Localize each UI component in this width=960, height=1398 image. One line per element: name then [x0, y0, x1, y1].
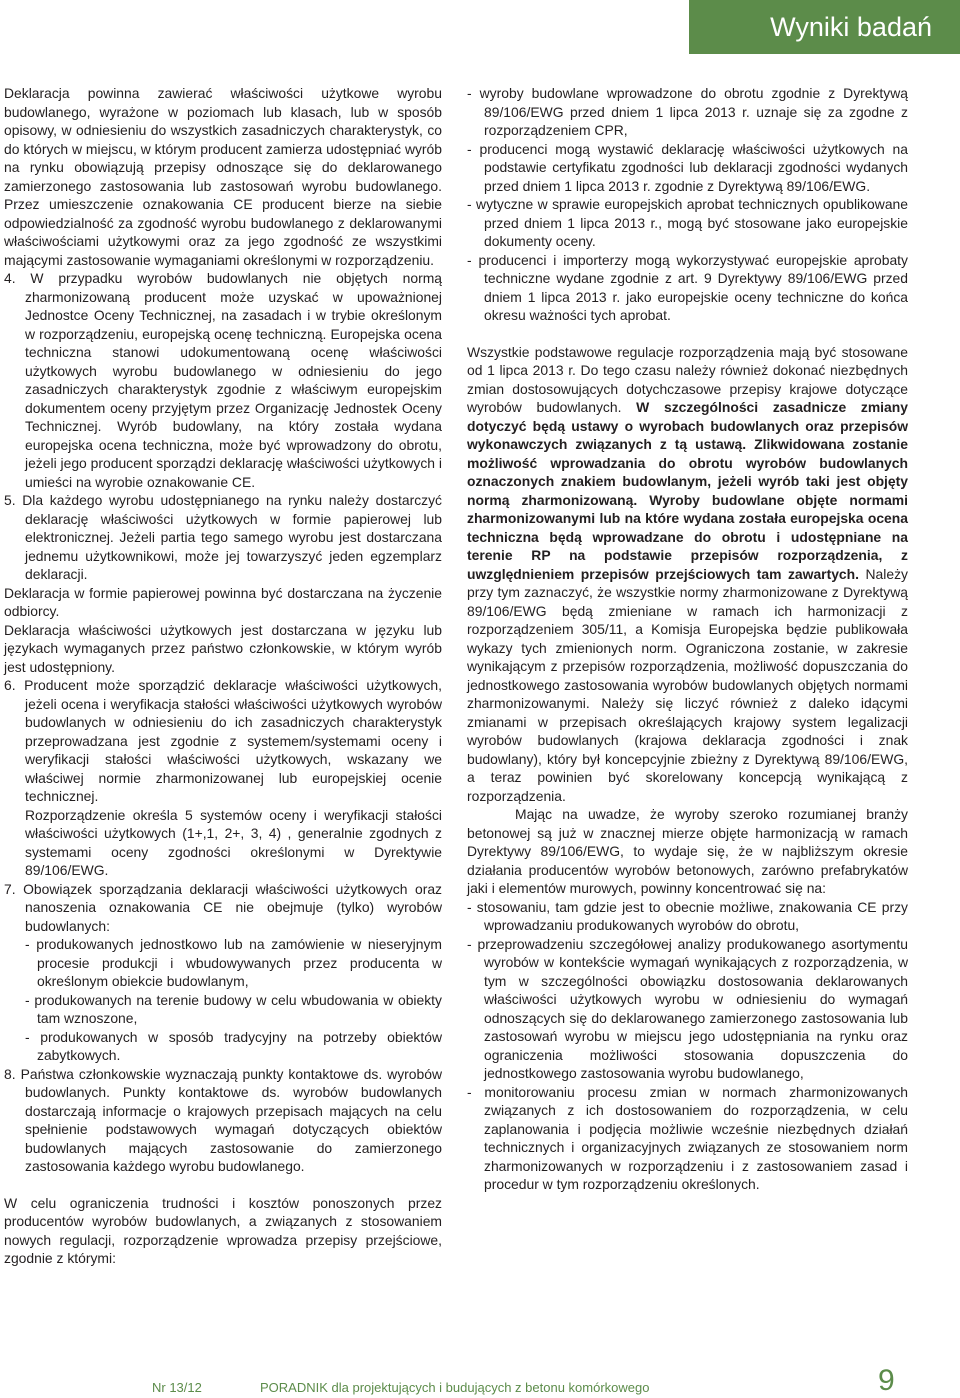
issue-number: Nr 13/12: [152, 1380, 202, 1395]
paragraph-text: Należy przy tym zaznaczyć, że wszystkie normy zharmonizowane z Dyrektywą 89/106/EWG będą zmieniane w ramach ich harmonizacji z rozporządzeniem 305/11, a Komisja Europejska będzie publikowała wykazy tych zmienionych norm. Ograniczona zostanie, w zakresie wynikającym z przepisów rozporządzenia, możliwość dopuszczania do jednostkowego zastosowania wyrobów budowlanych objętych normami zharmonizowanymi. Należy się liczyć również z daleko idącymi zmianami w przepisach określających krajowy system legalizacji wyrobów budowlanych (krajowa deklaracja zgodności i znak budowlany), który był koncepcyjnie zbieżny z Dyrektywą 89/106/EWG, a teraz powinien być skorelowany koncepcją wynikającą z rozporządzenia.: [467, 565, 908, 804]
paragraph: Deklaracja właściwości użytkowych jest dostarczana w języku lub językach wymaganych przez państwo członkowskie, w którym wyrób jest udostępniony.: [4, 621, 442, 675]
list-item-4: 4. W przypadku wyrobów budowlanych nie objętych normą zharmonizowaną producent może uzyskać w upoważnionej Jednostce Oceny Technicznej, na zasadach i w trybie określonym w rozporządzeniu, europejską ocenę techniczną. Europejska ocena techniczna stanowi udokumentowaną ocenę właściwości użytkowych wyrobu budowlanego w odniesieniu do jego zasadniczych charakterystyk zgodnie z właściwym europejskim dokumentem oceny przyjętym przez Organizację Jednostek Oceny Technicznej. Wyrób budowlany, na który została wydana europejska ocena techniczna, może być wprowadzony do obrotu, jeżeli jego producent sporządzi deklarację właściwości użytkowych i umieści na wyrobie oznakowanie CE.: [4, 270, 442, 490]
list-item-5: 5. Dla każdego wyrobu udostępnianego na rynku należy dostarczyć deklarację właściwości użytkowych w formie papierowej lub elektronicznej. Jeżeli partia tego samego wyrobu jest dostarczana jednemu użytkownikowi, może jej towarzyszyć jeden egzemplarz deklaracji.: [4, 492, 442, 582]
list-item: - wytyczne w sprawie europejskich aprobat technicznych opublikowane przed dniem 1 lipca 2013 r., mogą być stosowane jako europejskie dokumenty oceny.: [467, 196, 908, 249]
section-header: [689, 0, 960, 54]
section-title: Wyniki badań: [770, 12, 932, 42]
left-column: [4, 84, 442, 1268]
paragraph: Mając na uwadze, że wyroby szeroko rozumianej branży betonowej są już w znacznej mierze objęte harmonizacją w ramach Dyrektywy 89/106/EWG, to wydaje się, że w najbliższym okresie działania producentów wyrobów betonowych, zarówno prefabrykatów jaki i elementów murowych, powinny koncentrować się na:: [467, 806, 908, 896]
list-item-8: 8. Państwa członkowskie wyznaczają punkty kontaktowe ds. wyrobów budowlanych. Punkty kontaktowe ds. wyrobów budowlanych dostarczają informacje o krajowych przepisach mających na celu spełnienie podstawowych wymagań dotyczących obiektów budowlanych mających zastosowanie do zamierzonego zastosowania każdego wyrobu budowlanego.: [4, 1065, 442, 1174]
paragraph: W celu ograniczenia trudności i kosztów ponoszonych przez producentów wyrobów budowlanych, a związanych z stosowaniem nowych regulacji, rozporządzenie wprowadza przepisy przejściowe, zgodnie z którymi:: [4, 1194, 442, 1266]
paragraph-text: Wszystkie podstawowe regulacje rozporządzenia mają być stosowane od 1 lipca 2013 r. Do tego czasu należy również dokonać niezbędnych zmian dostosowujących dotychczasowe przepisy krajowe dotyczące wyrobów budowlanych.: [467, 343, 908, 415]
list-item-6-continued: Rozporządzenie określa 5 systemów oceny i weryfikacji stałości właściwości użytkowych (1+,1, 2+, 3, 4) , generalnie zgodnych z systemami oceny zgodności określonymi w Dyrektywie 89/106/EWG.: [25, 806, 442, 878]
sub-list-item: - produkowanych na terenie budowy w celu wbudowania w obiekty tam wznoszone,: [25, 991, 442, 1026]
publication-title: PORADNIK dla projektujących i budujących z betonu komórkowego: [260, 1380, 650, 1395]
list-item: - producenci i importerzy mogą wykorzystywać europejskie aprobaty techniczne wydane zgodnie z art. 9 Dyrektywy 89/106/EWG przed dniem 1 lipca 2013 r. jako europejskie oceny techniczne do końca okresu ważności tych aprobat.: [467, 251, 908, 323]
list-item: - wyroby budowlane wprowadzone do obrotu zgodnie z Dyrektywą 89/106/EWG przed dniem 1 lipca 2013 r. uznaje się za zgodne z rozporządzeniem CPR,: [467, 85, 908, 138]
sub-list-item: - produkowanych jednostkowo lub na zamówienie w nieseryjnym procesie produkcji i wbudowywanych przez producenta w określonym obiekcie budowlanym,: [25, 936, 442, 989]
list-item: - przeprowadzeniu szczegółowej analizy produkowanego asortymentu wyrobów w kontekście wymagań wynikających z rozporządzenia, w tym w szczególności obowiązku dostosowania deklarowanych właściwości użytkowych wyrobu w odniesieniu do wymagań odnoszących się do deklarowanego zamierzonego zastosowania lub zastosowań wyrobu w miejscu jego udostępniania na rynku oraz ograniczenia możliwości stosowania dopuszczenia do jednostkowego zastosowania wyrobu budowlanego,: [467, 935, 908, 1081]
paragraph: Deklaracja powinna zawierać właściwości użytkowe wyrobu budowlanego, wyrażone w poziomach lub klasach, lub w sposób opisowy, w odniesieniu do wszystkich zasadniczych charakterystyk, co do których w miejscu, w którym producent zamierza udostępniać wyrób na rynku obowiązują przepisy odnoszące się do deklarowanego zamierzonego zastosowania lub zastosowań wyrobu budowlanego. Przez umieszczenie oznakowania CE producent bierze na siebie odpowiedzialność za zgodność wyrobu budowlanego z deklarowanymi właściwościami użytkowymi oraz za jego zgodność ze wszystkimi mającymi zastosowanie wymaganiami określonymi w rozporządzeniu.: [4, 85, 442, 268]
page-number: 9: [878, 1364, 895, 1397]
sub-list-item: - produkowanych w sposób tradycyjny na potrzeby obiektów zabytkowych.: [25, 1028, 442, 1063]
paragraph: Deklaracja w formie papierowej powinna być dostarczana na życzenie odbiorcy.: [4, 584, 442, 619]
paragraph: [467, 343, 908, 806]
list-item-6: 6. Producent może sporządzić deklaracje właściwości użytkowych, jeżeli ocena i weryfikacja stałości właściwości użytkowych wyrobów budowlanych w odniesieniu do ich zasadniczych charakterystyk przeprowadzana jest zgodnie z systemem/systemami oceny i weryfikacji stałości właściwości użytkowych, wskazany we właściwej normie zharmonizowanej lub europejskiej ocenie technicznej.: [4, 677, 442, 804]
right-column: [467, 84, 908, 1194]
list-item: - stosowaniu, tam gdzie jest to obecnie możliwe, znakowania CE przy wprowadzaniu produkowanych wyrobów do obrotu,: [467, 898, 908, 933]
list-item: - monitorowaniu procesu zmian w normach zharmonizowanych związanych z ich dostosowaniem do rozporządzenia, w celu zaplanowania i podjęcia możliwie wcześnie niezbędnych działań technicznych i organizacyjnych związanych ze stosowaniem norm zharmonizowanych w rozporządzeniu i z zastosowaniem zasad i procedur w tym rozporządzeniu określonych.: [467, 1083, 908, 1192]
emphasis-text: W szczególności zasadnicze zmiany dotyczyć będą ustawy o wyrobach budowlanych oraz przepisów wykonawczych związanych z tą ustawą. Zlikwidowana zostanie możliwość wprowadzania do obrotu wyrobów budowlanych oznaczonych znakiem budowlanym, jeżeli wyrób taki jest objęty normą zharmonizowaną. Wyroby budowlane objęte normami zharmonizowanymi lub na które wydana została europejska ocena techniczna będą wprowadzane do obrotu i udostępniane na terenie RP na podstawie przepisów rozporządzenia, z uwzględnieniem przepisów przejściowych tam zawartych.: [467, 399, 908, 582]
list-item-7: 7. Obowiązek sporządzania deklaracji właściwości użytkowych oraz nanoszenia oznakowania CE nie obejmuje (tylko) wyrobów budowlanych:: [4, 880, 442, 934]
list-item: - producenci mogą wystawić deklarację właściwości użytkowych na podstawie certyfikatu zgodności lub deklaracji zgodności wydanych przed dniem 1 lipca 2013 r. zgodnie z Dyrektywą 89/106/EWG.: [467, 140, 908, 194]
